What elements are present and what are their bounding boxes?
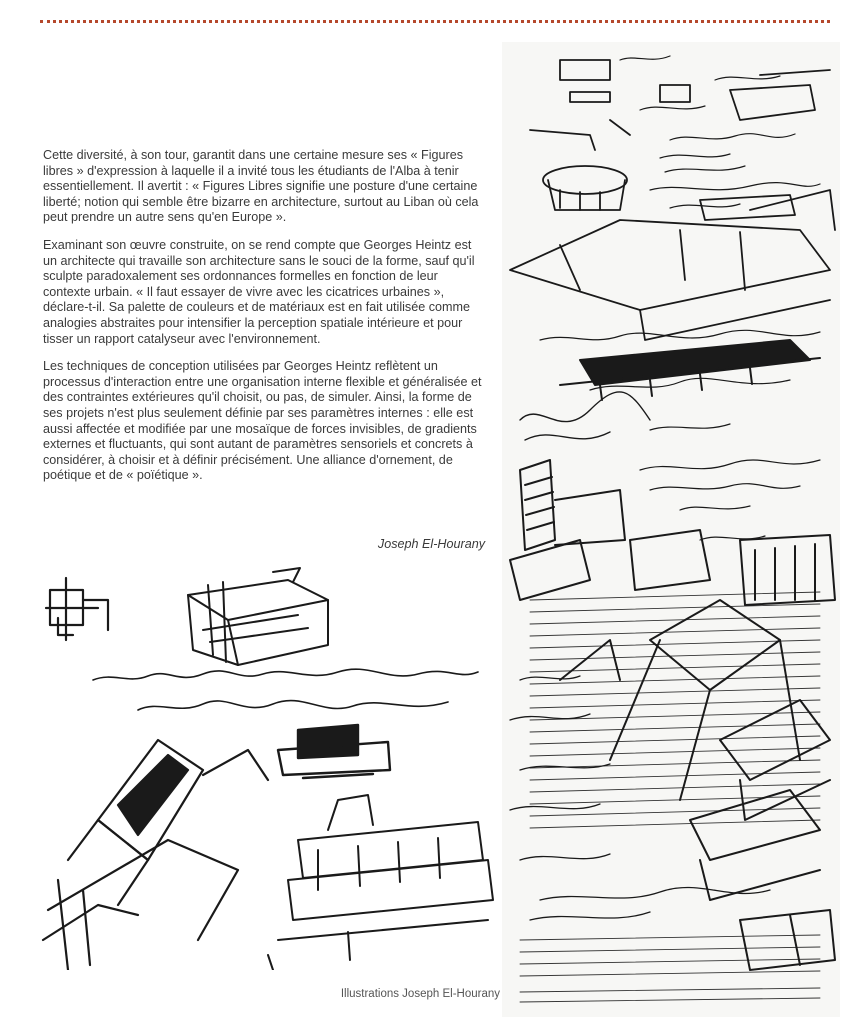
sketch-illustration-left — [38, 560, 496, 970]
paragraph-3: Les techniques de conception utilisées par Georges Heintz reflètent un processus d'interaction entre une organisation interne flexible et généralisée et des contraintes extérieures qu'il choisit, ou pas, de simuler. Ainsi, la forme de ses projets n'est plus seulement définie par ses paramètres internes : elle est aussi affectée et modifiée par une mosaïque de forces invisibles, de gradients externes et fluctuants, qui sont autant de paramètres sensoriels et concrets à considérer, à choisir et à définir précisément. Une alliance d'ornement, de poétique et de « poïétique ». — [43, 359, 482, 483]
author-signature: Joseph El-Hourany — [377, 537, 485, 551]
sketch-illustration-right — [500, 40, 845, 1020]
dotted-top-rule — [40, 20, 830, 23]
paragraph-2: Examinant son œuvre construite, on se rend compte que Georges Heintz est un architecte qui travaille son architecture sans le souci de la forme, sauf qu'il sculpte paradoxalement ses ordonnances formelles en fonction de leur contexte urbain. « Il faut essayer de vivre avec les cicatrices urbaines », déclare-t-il. Sa palette de couleurs et de matériaux est en fait utilisée comme analogies abstraites pour intensifier la perception spatiale intérieure et pour tisser un rapport catalyseur avec l'environnement. — [43, 237, 475, 346]
paragraph-1: Cette diversité, à son tour, garantit dans une certaine mesure ses « Figures libres » d'expression à laquelle il a invité tous les étudiants de l'Alba à tenir essentiellement. Il avertit : « Figures Libres signifie une posture d'une certaine liberté; notion qui semble être bizarre en architecture, surtout au Liban où cela peut prendre un autre sens qu'en Europe ». — [43, 148, 479, 225]
article-body — [43, 148, 483, 496]
illustration-caption: Illustrations Joseph El-Hourany — [340, 988, 500, 1000]
